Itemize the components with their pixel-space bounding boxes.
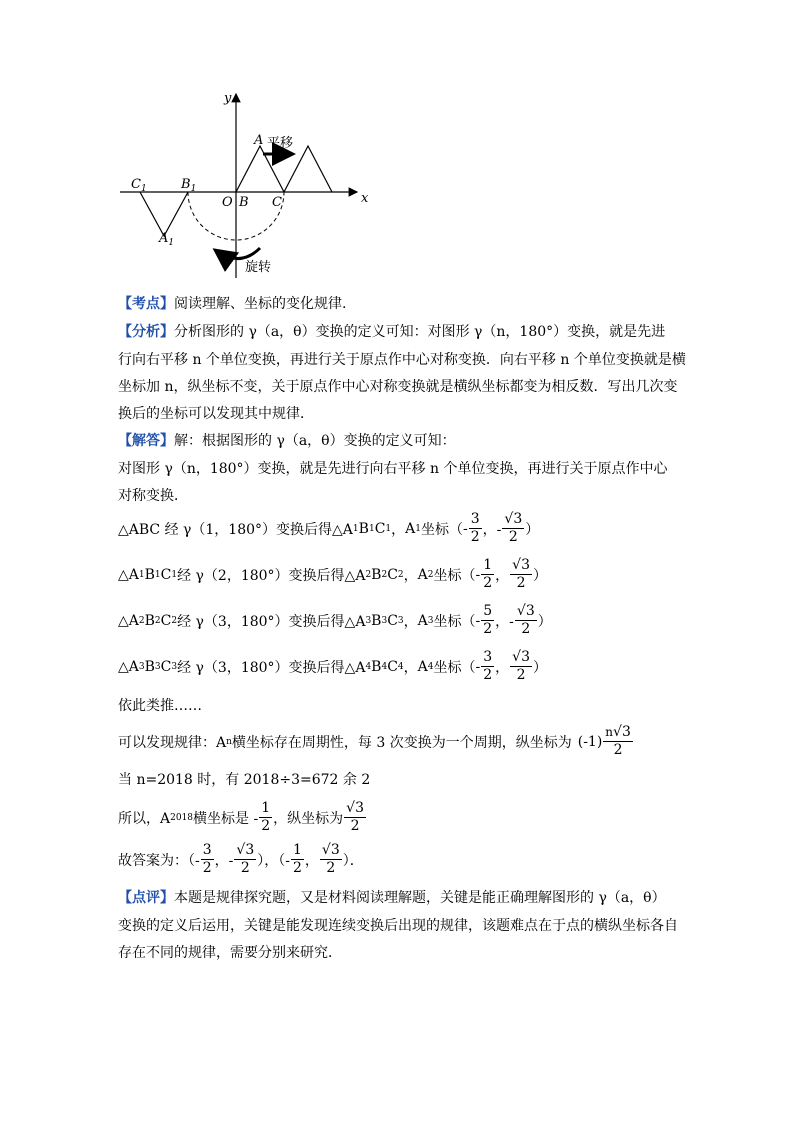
jieda-tag: 【解答】 (118, 433, 174, 449)
kaodian-tag: 【考点】 (118, 296, 174, 312)
fenxi-line-4: 换后的坐标可以发现其中规律． (118, 406, 314, 422)
fenxi-tag: 【分析】 (118, 324, 174, 340)
jieda-line-3: 对称变换． (118, 488, 188, 504)
answer-line: 故答案为：（- $\frac{3}{2}$ ，- $\frac{√3}{2}$ ），（- $\frac{1}{2}$ ， $\frac{√3}{2}$ ）． (118, 842, 364, 876)
dang-line: 当 n=2018 时，有 2018÷3=672 余 2 (118, 772, 371, 788)
triangle-a1b1c1 (140, 192, 188, 236)
kaodian-text: 阅读理解、坐标的变化规律. (174, 296, 347, 312)
dianping-line-1: 【点评】本题是规律探究题，又是材料阅读理解题，关键是能正确理解图形的 γ（a，θ） (118, 890, 666, 906)
step-1: △ABC 经 γ（1，180°）变换后得△A 1 B 1 C 1 ， A 1 坐标（ - $\frac{3}{2}$ ，- $\frac{√3}{2}$ ） (118, 511, 540, 545)
label-a: A (254, 133, 264, 148)
x-axis-label: x (361, 191, 369, 206)
label-o: O (222, 195, 233, 210)
rotate-arrow (215, 248, 260, 259)
dianping-tag: 【点评】 (118, 890, 174, 906)
translate-label: 平移 (267, 136, 294, 151)
frac: $\frac{3}{2}$ (470, 511, 480, 545)
fenxi-line-3: 坐标加 n，纵坐标不变，关于原点作中心对称变换就是横纵坐标都变为相反数．写出几次变 (118, 379, 678, 395)
jieda-line-2: 对图形 γ（n，180°）变换，就是先进行向右平移 n 个单位变换，再进行关于原点作中心 (118, 461, 668, 477)
label-c: C (272, 195, 282, 210)
transformation-figure (115, 88, 375, 278)
dianping-line-2: 变换的定义后运用，关键是能发现连续变换后出现的规律，该题难点在于点的横纵坐标各自 (118, 918, 678, 934)
label-c1: $C_1$ (131, 177, 147, 194)
rule-line: 可以发现规律：A n 横坐标存在周期性，每 3 次变换为一个周期，纵坐标为 (-1) $\frac{n√3}{2}$ (118, 724, 631, 758)
yici-line: 依此类推…… (118, 698, 202, 714)
label-a1: $A_1$ (159, 231, 175, 248)
fenxi-line-2: 行向右平移 n 个单位变换，再进行关于原点作中心对称变换．向右平移 n 个单位变换就是横 (118, 352, 686, 368)
step-2: △A 1 B 1 C 1 经 γ（2，180°）变换后得△A 2 B 2 C 2 ， A 2 坐标（ - $\frac{1}{2}$ ， $\frac{√3}{2}$ ） (118, 557, 548, 591)
label-b1: $B_1$ (181, 177, 197, 194)
suoyi-line: 所以，A 2018 横坐标是 - $\frac{1}{2}$ ，纵坐标为 $\frac{√3}{2}$ (118, 800, 364, 834)
step-4: △A 3 B 3 C 3 经 γ（3，180°）变换后得△A 4 B 4 C 4 ， A 4 坐标（ - $\frac{3}{2}$ ， $\frac{√3}{2}$ ） (118, 649, 548, 683)
label-b: B (239, 195, 249, 210)
rotate-label: 旋转 (245, 260, 272, 275)
step-3: △A 2 B 2 C 2 经 γ（3，180°）变换后得△A 3 B 3 C 3 ， A 3 坐标（ - $\frac{5}{2}$ ，- $\frac{√3}{2}$ ） (118, 603, 552, 637)
frac-sqrt: $\frac{√3}{2}$ (504, 511, 523, 545)
dianping-line-3: 存在不同的规律，需要分别来研究． (118, 945, 342, 961)
kaodian-line (118, 294, 346, 314)
fenxi-line-1: 【分析】分析图形的 γ（a，θ）变换的定义可知：对图形 γ（n，180°）变换，就是先进 (118, 324, 666, 340)
y-axis-label: y (224, 91, 232, 106)
jieda-line-1: 【解答】解：根据图形的 γ（a，θ）变换的定义可知： (118, 433, 456, 449)
